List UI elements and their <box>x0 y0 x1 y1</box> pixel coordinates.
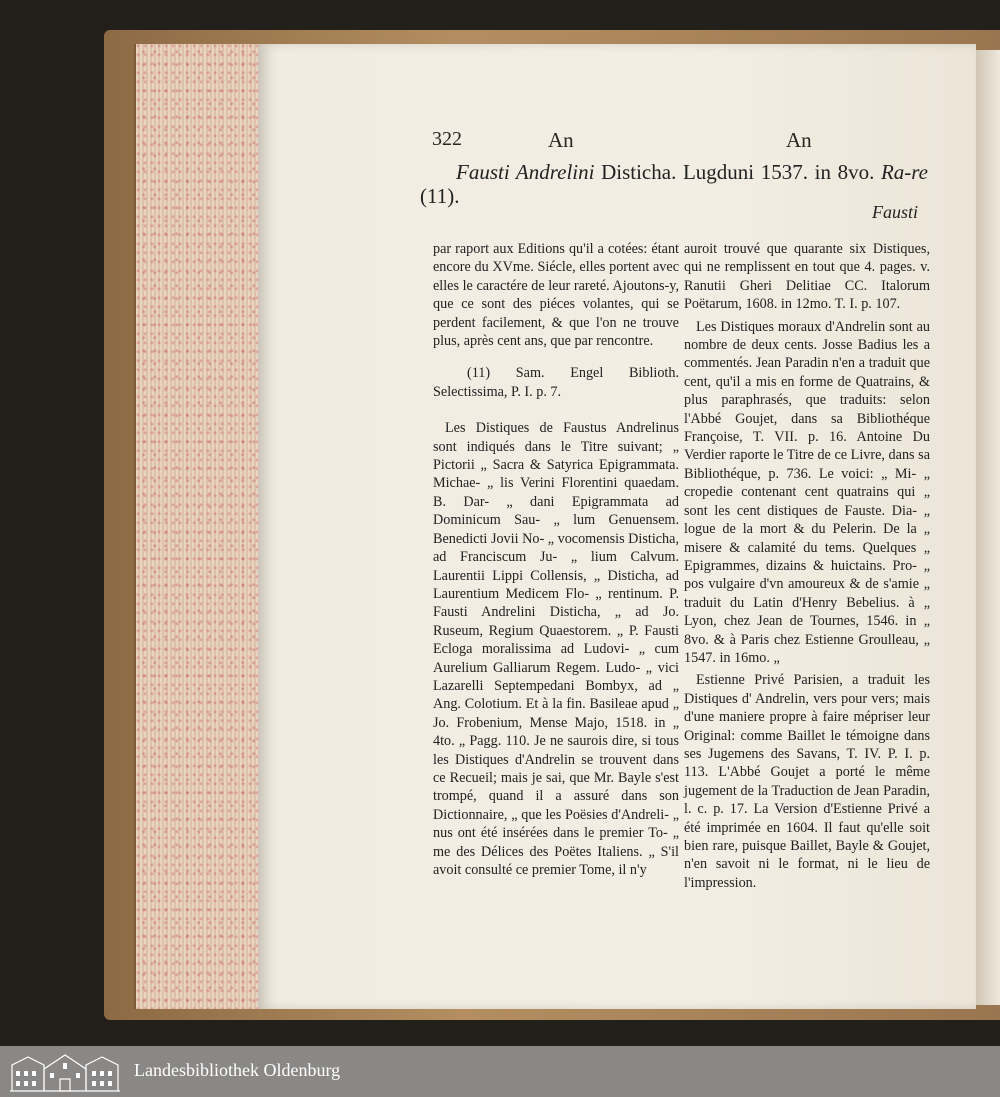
catchword: Fausti <box>872 202 919 222</box>
entry-imprint: Lugduni 1537. in 8vo. <box>682 160 875 184</box>
right-column <box>684 240 930 906</box>
entry-title: Disticha. <box>601 160 677 184</box>
entry-rarity: Ra- <box>880 160 912 184</box>
right-paragraph-1: auroit trouvé que quarante six Distiques, qui ne remplissent en tout que 4. pages. v. Ranutii Gheri Delitiae CC. Italorum Poëtarum, 1608. in 12mo. T. I. p. 107. <box>684 241 930 313</box>
library-name: Landesbibliothek Oldenburg <box>134 1060 341 1080</box>
left-paragraph-1: par raport aux Editions qu'il a cotées: étant encore du XVme. Siécle, elles portent avec elles le caractére de leur rareté. Ajoutons-y, que ce sont des piéces volantes, qui se perdent facilement, & que l'on ne trouve plus, après cent ans, que par rencontre. <box>433 241 679 350</box>
footnote-11: (11) Sam. Engel Biblioth. Selectissima, P. I. p. 7. <box>433 365 679 400</box>
library-building-logo-icon <box>8 1049 122 1093</box>
right-paragraph-3: Estienne Privé Parisien, a traduit les Distiques d' Andrelin, vers pour vers; mais d'une maniere propre à faire mépriser leur Original: comme Baillet le témoigne dans ses Jugemens des Savans, T. IV. P. I. p. 113. L'Abbé Goujet a porté le même jugement de la Traduction de Jean Paradin, l. c. p. 17. La Version d'Estienne Privé a été imprimée en 1604. Il faut qu'elle soit bien rare, puisque Baillet, Bayle & Goujet, n'en savoit ni le format, ni le lieu de l'impression. <box>684 672 930 891</box>
page-edges-sprinkled <box>134 44 262 1009</box>
entry-rarity-cont: re <box>911 160 928 184</box>
running-head-left: An <box>548 128 574 152</box>
entry-heading <box>420 160 928 208</box>
footer-bar <box>0 1046 1000 1097</box>
entry-author: Fausti Andrelini <box>456 160 595 184</box>
entry-note-ref: (11). <box>420 184 460 208</box>
running-head-right: An <box>786 128 812 152</box>
page-number: 322 <box>432 128 462 150</box>
left-paragraph-2: Les Distiques de Faustus Andrelinus sont indiqués dans le Titre suivant; „ Pictorii „ Sacra & Satyrica Epigrammata. Michae- „ lis Verini Florentini quaedam. B. Dar- „ dani Epigrammata ad Dominicum Sau- „ lum Genuensem. Benedicti Jovii No- „ vocomensis Disticha, ad Franciscum Ju- „ lium Calvum. Laurentii Lippi Collensis, „ Disticha, ad Laurentium Medicem Flo- „ rentinum. P. Fausti Andrelini Disticha, „ ad Jo. Ruseum, Regium Quaestorem. „ P. Fausti Ecloga moralissima ad Ludovi- „ cum Aurelium Galliarum Regem. Ludo- „ vici Lazarelli Septempedani Bombyx, ad „ Ang. Colotium. Et à la fin. Basileae apud „ Jo. Frobenium, Mense Majo, 1518. in „ 4to. „ Pagg. 110. Je ne saurois dire, si tous les Distiques d'Andrelin se trouvent dans ce Recueil; mais je sai, que Mr. Bayle s'est trompé, quand il a assuré dans son Dictionnaire, „ que les Poësies d'Andreli- „ nus ont été insérées dans le premier To- „ me des Délices des Poëtes Italiens. „ S'il avoit consulté ce premier Tome, il n'y <box>433 420 679 878</box>
right-paragraph-2: Les Distiques moraux d'Andrelin sont au nombre de deux cents. Josse Badius les a commentés. Jean Paradin n'en a traduit que cent, qu'il a mis en forme de Quatrains, & plus paraphrasés, que traduits: selon l'Abbé Goujet, dans sa Bibliothéque Françoise, T. VII. p. 16. Antoine Du Verdier raporte le Titre de ce Livre, dans sa Bibliothéque, p. 736. Le voici: „ Mi- „ cropedie contenant cent quatrains qui „ sont les cent distiques de Fauste. Dia- „ logue de la mort & du Pelerin. De la „ misere & calamité du tems. Quelques „ Epigrammes, dizains & huictains. Pro- „ pos vulgaire d'vn amoureux & de s'amie „ traduit du Latin d'Henry Bebelius. à „ Lyon, chez Jean de Tournes, 1546. in „ 8vo. & à Paris chez Estienne Groulleau, „ 1547. in 16mo. „ <box>684 318 930 666</box>
left-column <box>433 240 679 893</box>
facing-leaf-edge <box>976 50 1000 1005</box>
